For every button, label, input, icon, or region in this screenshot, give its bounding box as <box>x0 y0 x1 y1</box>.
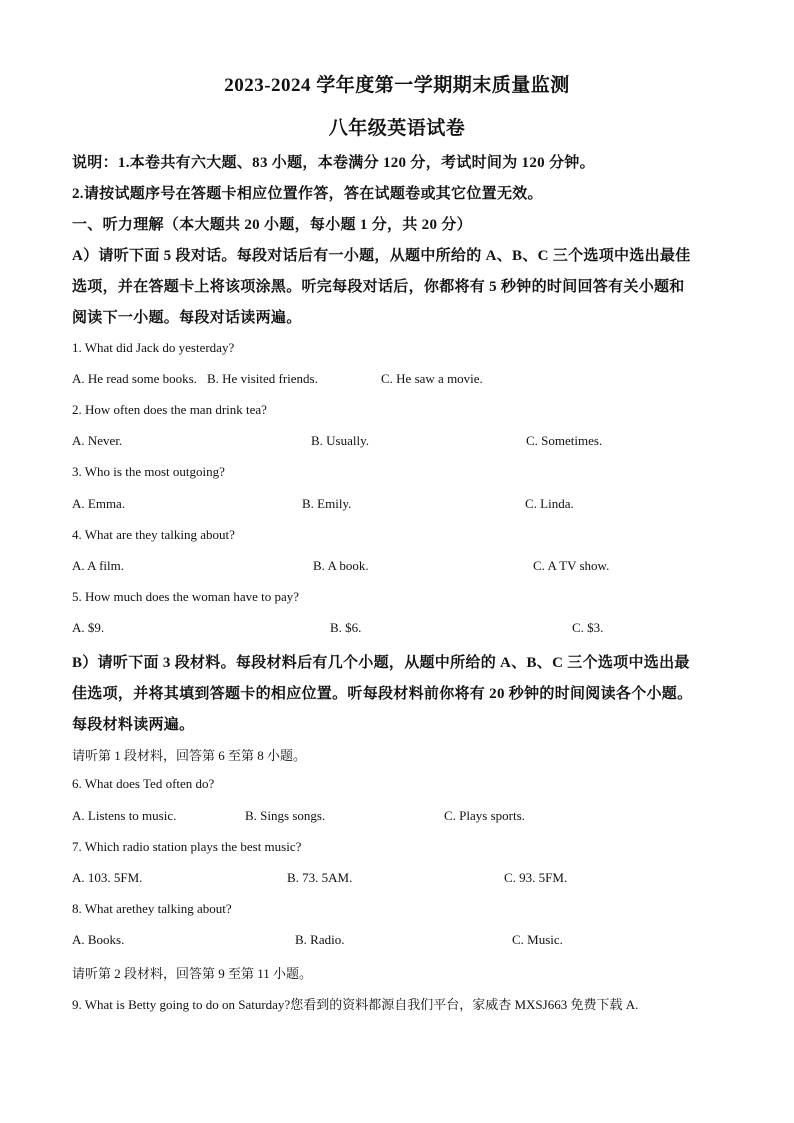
part-a-instruction-2: 选项，并在答题卡上将该项涂黑。听完每段对话后，你都将有 5 秒钟的时间回答有关小题和 <box>72 279 685 295</box>
part-b-instruction-2: 佳选项，并将其填到答题卡的相应位置。听每段材料前你将有 20 秒钟的时间阅读各个小题。 <box>72 686 693 702</box>
q4-option-c: C. A TV show. <box>533 558 610 573</box>
exam-subtitle: 八年级英语试卷 <box>328 118 466 139</box>
material-2-note: 请听第 2 段材料，回答第 9 至第 11 小题。 <box>72 966 313 981</box>
part-a-instruction-1: A）请听下面 5 段对话。每段对话后有一小题，从题中所给的 A、B、C 三个选项中选出最佳 <box>72 248 691 264</box>
exam-title: 2023-2024 学年度第一学期期末质量监测 <box>224 75 570 96</box>
q6-option-b: B. Sings songs. <box>245 808 326 823</box>
section-heading: 一、听力理解（本大题共 20 小题，每小题 1 分，共 20 分） <box>72 217 472 233</box>
instruction-line-1: 说明：1.本卷共有六大题、83 小题，本卷满分 120 分，考试时间为 120 分钟。 <box>72 155 595 171</box>
q2-option-b: B. Usually. <box>311 433 370 448</box>
q1-option-c: C. He saw a movie. <box>381 371 483 386</box>
q6-option-a: A. Listens to music. <box>72 808 177 823</box>
q7-option-b: B. 73. 5AM. <box>287 870 353 885</box>
question-5: 5. How much does the woman have to pay? <box>72 589 300 604</box>
part-b-instruction-1: B）请听下面 3 段材料。每段材料后有几个小题，从题中所给的 A、B、C 三个选项中选出最 <box>72 655 690 671</box>
q1-option-b: B. He visited friends. <box>207 371 318 386</box>
q1-option-a: A. He read some books. <box>72 371 197 386</box>
q3-option-c: C. Linda. <box>525 496 574 511</box>
q5-option-c: C. $3. <box>572 620 604 635</box>
instruction-line-2: 2.请按试题序号在答题卡相应位置作答，答在试题卷或其它位置无效。 <box>72 186 543 202</box>
part-a-instruction-3: 阅读下一小题。每段对话读两遍。 <box>72 310 302 326</box>
q3-option-a: A. Emma. <box>72 496 126 511</box>
material-1-note: 请听第 1 段材料，回答第 6 至第 8 小题。 <box>72 748 307 763</box>
q7-option-a: A. 103. 5FM. <box>72 870 143 885</box>
q4-option-b: B. A book. <box>313 558 369 573</box>
question-2: 2. How often does the man drink tea? <box>72 402 267 417</box>
part-b-instruction-3: 每段材料读两遍。 <box>72 717 195 733</box>
question-9: 9. What is Betty going to do on Saturday?您看到的资料都源自我们平台，家威杏 MXSJ663 免费下载 A. <box>72 997 639 1012</box>
q7-option-c: C. 93. 5FM. <box>504 870 568 885</box>
q2-option-c: C. Sometimes. <box>526 433 603 448</box>
q8-option-b: B. Radio. <box>295 932 345 947</box>
q2-option-a: A. Never. <box>72 433 123 448</box>
q3-option-b: B. Emily. <box>302 496 352 511</box>
q5-option-a: A. $9. <box>72 620 105 635</box>
q4-option-a: A. A film. <box>72 558 125 573</box>
question-1: 1. What did Jack do yesterday? <box>72 340 235 355</box>
q5-option-b: B. $6. <box>330 620 362 635</box>
q8-option-a: A. Books. <box>72 932 125 947</box>
question-6: 6. What does Ted often do? <box>72 776 215 791</box>
question-4: 4. What are they talking about? <box>72 527 235 542</box>
q8-option-c: C. Music. <box>512 932 563 947</box>
question-3: 3. Who is the most outgoing? <box>72 464 225 479</box>
question-8: 8. What arethey talking about? <box>72 901 232 916</box>
question-7: 7. Which radio station plays the best music? <box>72 839 302 854</box>
q6-option-c: C. Plays sports. <box>444 808 525 823</box>
